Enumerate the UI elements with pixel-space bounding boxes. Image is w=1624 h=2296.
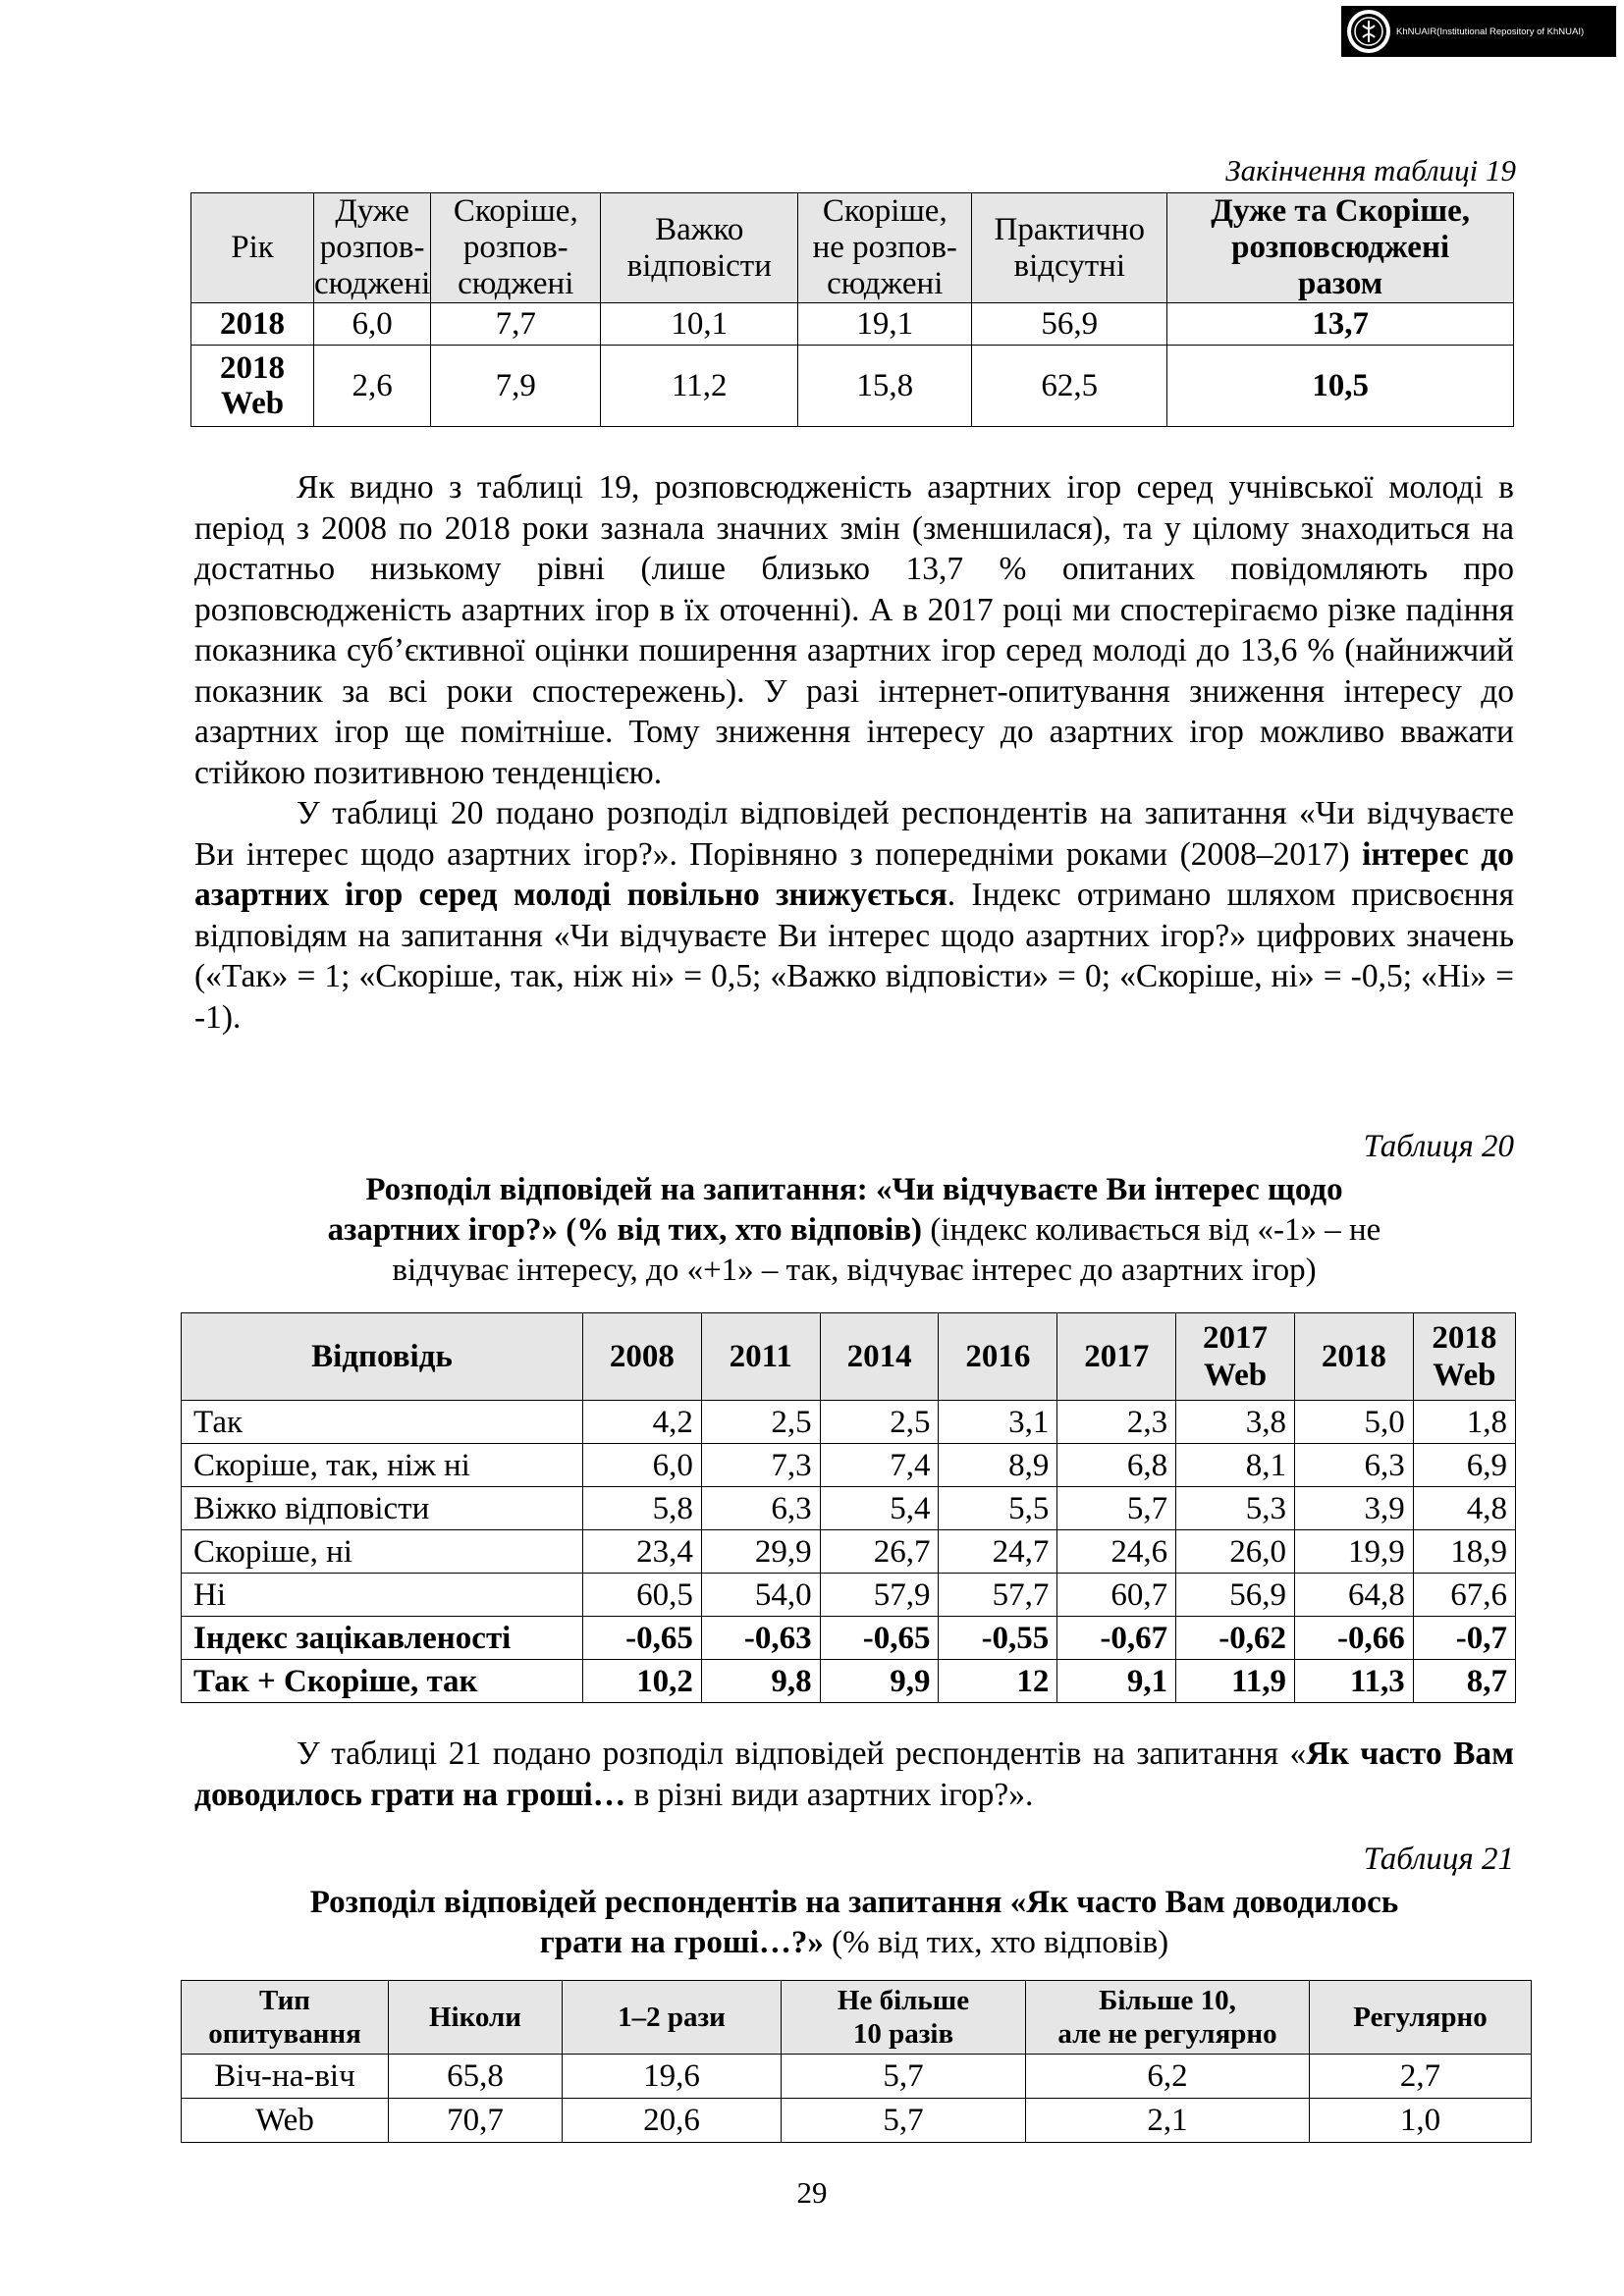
table21-label: Таблиця 21 [1363, 1842, 1514, 1877]
table-cell: 54,0 [701, 1574, 820, 1617]
header-year: 2011 [701, 1313, 820, 1401]
table-cell: 8,7 [1413, 1660, 1515, 1703]
table-header-row [182, 1981, 1532, 2055]
table-cell: 5,7 [782, 2055, 1026, 2099]
table-cell: 13,7 [1167, 303, 1514, 346]
table-cell: 4,8 [1413, 1487, 1515, 1530]
table-cell: 19,9 [1294, 1530, 1413, 1574]
table-cell: 56,9 [972, 303, 1167, 346]
table-row [182, 1574, 1516, 1617]
table-cell: 7,9 [431, 346, 601, 427]
table-cell: 1,8 [1413, 1401, 1515, 1444]
university-logo-icon [1347, 10, 1390, 53]
table-cell: 5,7 [782, 2099, 1026, 2143]
row-label: Ні [182, 1574, 583, 1617]
table-cell: 3,8 [1176, 1401, 1295, 1444]
table-header-row [191, 193, 1514, 303]
table-cell: 2,6 [314, 346, 431, 427]
table-cell: 6,8 [1057, 1444, 1176, 1487]
table-cell: 11,9 [1176, 1660, 1295, 1703]
table-cell: 15,8 [798, 346, 972, 427]
table20-title: Розподіл відповідей на запитання: «Чи відчуваєте Ви інтерес щодо азартних ігор?» (% від тих, хто відповів) (індекс коливається від «-1» – не відчуває інтересу, до «+1» – так, відчуває інтерес до азартних ігор) [327, 1172, 1381, 1288]
table-cell: 60,7 [1057, 1574, 1176, 1617]
header-year: 2017 Web [1176, 1313, 1295, 1401]
table-row [182, 1660, 1516, 1703]
table-20 [181, 1312, 1516, 1703]
table-cell: 7,4 [820, 1444, 939, 1487]
row-label: Так + Скоріше, так [182, 1660, 583, 1703]
header-never: Ніколи [389, 1981, 563, 2055]
header-hard-to-say: Важко відповісти [601, 193, 798, 303]
table-cell: 62,5 [972, 346, 1167, 427]
header-year: 2017 [1057, 1313, 1176, 1401]
table-cell: 19,6 [563, 2055, 782, 2099]
paragraph: У таблиці 20 подано розподіл відповідей респондентів на запитання «Чи відчуваєте Ви інтерес щодо азартних ігор?». Порівняно з попередніми роками (2008–2017) інтерес до азартних ігор серед молоді повільно знижується. Індекс отримано шляхом присвоєння відповідям на запитання «Чи відчуваєте Ви інтерес щодо азартних ігор?» цифрових значень («Так» = 1; «Скоріше, так, ніж ні» = 0,5; «Важко відповісти» = 0; «Скоріше, ні» = -0,5; «Ні» = -1). [194, 795, 1514, 1036]
paragraph: У таблиці 21 подано розподіл відповідей респондентів на запитання «Як часто Вам доводилось грати на гроші… в різні види азартних ігор?». [194, 1735, 1514, 1813]
year-cell: 2018 Web [191, 346, 314, 427]
header-rather-not-common: Скоріше, не розпов- сюджені [798, 193, 972, 303]
table-row [182, 1444, 1516, 1487]
table-cell: 1,0 [1310, 2099, 1532, 2143]
table-cell: 64,8 [1294, 1574, 1413, 1617]
survey-type-cell: Віч-на-віч [182, 2055, 389, 2099]
table-cell: 6,9 [1413, 1444, 1515, 1487]
table-cell: 7,7 [431, 303, 601, 346]
header-year: Рік [191, 193, 314, 303]
header-year: 2018 Web [1413, 1313, 1515, 1401]
header-answer: Відповідь [182, 1313, 583, 1401]
table-cell: 57,9 [820, 1574, 939, 1617]
table-cell: 70,7 [389, 2099, 563, 2143]
table-cell: 29,9 [701, 1530, 820, 1574]
header-more-10: Більше 10, але не регулярно [1026, 1981, 1310, 2055]
table-cell: 6,2 [1026, 2055, 1310, 2099]
repository-badge [1341, 6, 1616, 57]
table-row [182, 1487, 1516, 1530]
row-label: Скоріше, так, ніж ні [182, 1444, 583, 1487]
table-cell: -0,62 [1176, 1617, 1295, 1660]
header-survey-type: Тип опитування [182, 1981, 389, 2055]
table-header-row [182, 1313, 1516, 1401]
table-cell: 3,1 [939, 1401, 1057, 1444]
table-cell: 9,9 [820, 1660, 939, 1703]
table-cell: -0,7 [1413, 1617, 1515, 1660]
badge-text: KhNUAIR(Institutional Repository of KhNUAI) [1396, 26, 1585, 37]
table-row [182, 2099, 1532, 2143]
body-text-1 [194, 467, 1514, 1038]
table21-title: Розподіл відповідей респондентів на запитання «Як часто Вам доводилось грати на гроші…?» (% від тих, хто відповів) [309, 1885, 1399, 1960]
table-cell: -0,65 [820, 1617, 939, 1660]
survey-type-cell: Web [182, 2099, 389, 2143]
table-cell: 24,6 [1057, 1530, 1176, 1574]
table-cell: 6,3 [1294, 1444, 1413, 1487]
table-cell: 5,7 [1057, 1487, 1176, 1530]
table-cell: -0,55 [939, 1617, 1057, 1660]
table-cell: -0,63 [701, 1617, 820, 1660]
table-cell: 9,8 [701, 1660, 820, 1703]
table-cell: 6,0 [583, 1444, 702, 1487]
table-cell: -0,67 [1057, 1617, 1176, 1660]
body-text-2 [194, 1734, 1514, 1815]
header-year: 2016 [939, 1313, 1057, 1401]
table-row [182, 1401, 1516, 1444]
header-very-common: Дуже розпов- сюджені [314, 193, 431, 301]
table-cell: 2,5 [820, 1401, 939, 1444]
header-total-common: Дуже та Скоріше, розповсюджені разом [1167, 193, 1514, 303]
table-row [182, 2055, 1532, 2099]
table-cell: 9,1 [1057, 1660, 1176, 1703]
table-cell: 57,7 [939, 1574, 1057, 1617]
row-label: Віжко відповісти [182, 1487, 583, 1530]
header-year: 2018 [1294, 1313, 1413, 1401]
table19-continuation-label: Закінчення таблиці 19 [1225, 153, 1516, 187]
table-cell: 8,1 [1176, 1444, 1295, 1487]
table-cell: 18,9 [1413, 1530, 1515, 1574]
table-cell: 10,2 [583, 1660, 702, 1703]
table-cell: 3,9 [1294, 1487, 1413, 1530]
table-cell: 6,0 [314, 303, 431, 346]
table-cell: 2,1 [1026, 2099, 1310, 2143]
table-cell: 10,5 [1167, 346, 1514, 427]
table-cell: 65,8 [389, 2055, 563, 2099]
table-cell: 6,3 [701, 1487, 820, 1530]
row-label: Скоріше, ні [182, 1530, 583, 1574]
table-cell: 2,3 [1057, 1401, 1176, 1444]
header-practically-absent: Практично відсутні [972, 193, 1167, 303]
table20-label: Таблиця 20 [1363, 1129, 1514, 1164]
header-no-more-10: Не більше 10 разів [782, 1981, 1026, 2055]
header-regularly: Регулярно [1310, 1981, 1532, 2055]
table-cell: 8,9 [939, 1444, 1057, 1487]
table-19 [190, 192, 1514, 427]
table-cell: 2,5 [701, 1401, 820, 1444]
table-cell: 10,1 [601, 303, 798, 346]
table-cell: 26,0 [1176, 1530, 1295, 1574]
table-cell: 24,7 [939, 1530, 1057, 1574]
header-year: 2014 [820, 1313, 939, 1401]
table-cell: -0,65 [583, 1617, 702, 1660]
header-rather-common: Скоріше, розпов- сюджені [431, 193, 601, 303]
table-cell: -0,66 [1294, 1617, 1413, 1660]
table-cell: 7,3 [701, 1444, 820, 1487]
table-cell: 26,7 [820, 1530, 939, 1574]
table-cell: 19,1 [798, 303, 972, 346]
row-label: Так [182, 1401, 583, 1444]
header-year: 2008 [583, 1313, 702, 1401]
year-cell: 2018 [191, 303, 314, 346]
table-cell: 11,3 [1294, 1660, 1413, 1703]
row-label: Індекс зацікавленості [182, 1617, 583, 1660]
table-cell: 5,0 [1294, 1401, 1413, 1444]
table-cell: 67,6 [1413, 1574, 1515, 1617]
table-cell: 60,5 [583, 1574, 702, 1617]
table-cell: 5,3 [1176, 1487, 1295, 1530]
table-cell: 20,6 [563, 2099, 782, 2143]
table-row [191, 303, 1514, 346]
table-cell: 11,2 [601, 346, 798, 427]
table-cell: 56,9 [1176, 1574, 1295, 1617]
table-21 [181, 1980, 1532, 2143]
header-1-2-times: 1–2 рази [563, 1981, 782, 2055]
table-cell: 12 [939, 1660, 1057, 1703]
table-cell: 2,7 [1310, 2055, 1532, 2099]
table-row [191, 346, 1514, 427]
table-cell: 5,4 [820, 1487, 939, 1530]
table-cell: 4,2 [583, 1401, 702, 1444]
page-number: 29 [796, 2175, 828, 2210]
table-cell: 23,4 [583, 1530, 702, 1574]
table-cell: 5,5 [939, 1487, 1057, 1530]
table-row [182, 1617, 1516, 1660]
table-row [182, 1530, 1516, 1574]
table-cell: 5,8 [583, 1487, 702, 1530]
paragraph: Як видно з таблиці 19, розповсюдженість азартних ігор серед учнівської молоді в період з 2008 по 2018 роки зазнала значних змін (зменшилася), та у цілому знаходиться на достатньо низькому рівні (лише близько 13,7 % опитаних повідомляють про розповсюдженість азартних ігор в їх оточенні). А в 2017 році ми спостерігаємо різке падіння показника суб’єктивної оцінки поширення азартних ігор серед молоді до 13,6 % (найнижчий показник за всі роки спостережень). У разі інтернет-опитування зниження інтересу до азартних ігор ще помітніше. Тому зниження інтересу до азартних ігор можливо вважати стійкою позитивною тенденцією. [194, 469, 1514, 791]
